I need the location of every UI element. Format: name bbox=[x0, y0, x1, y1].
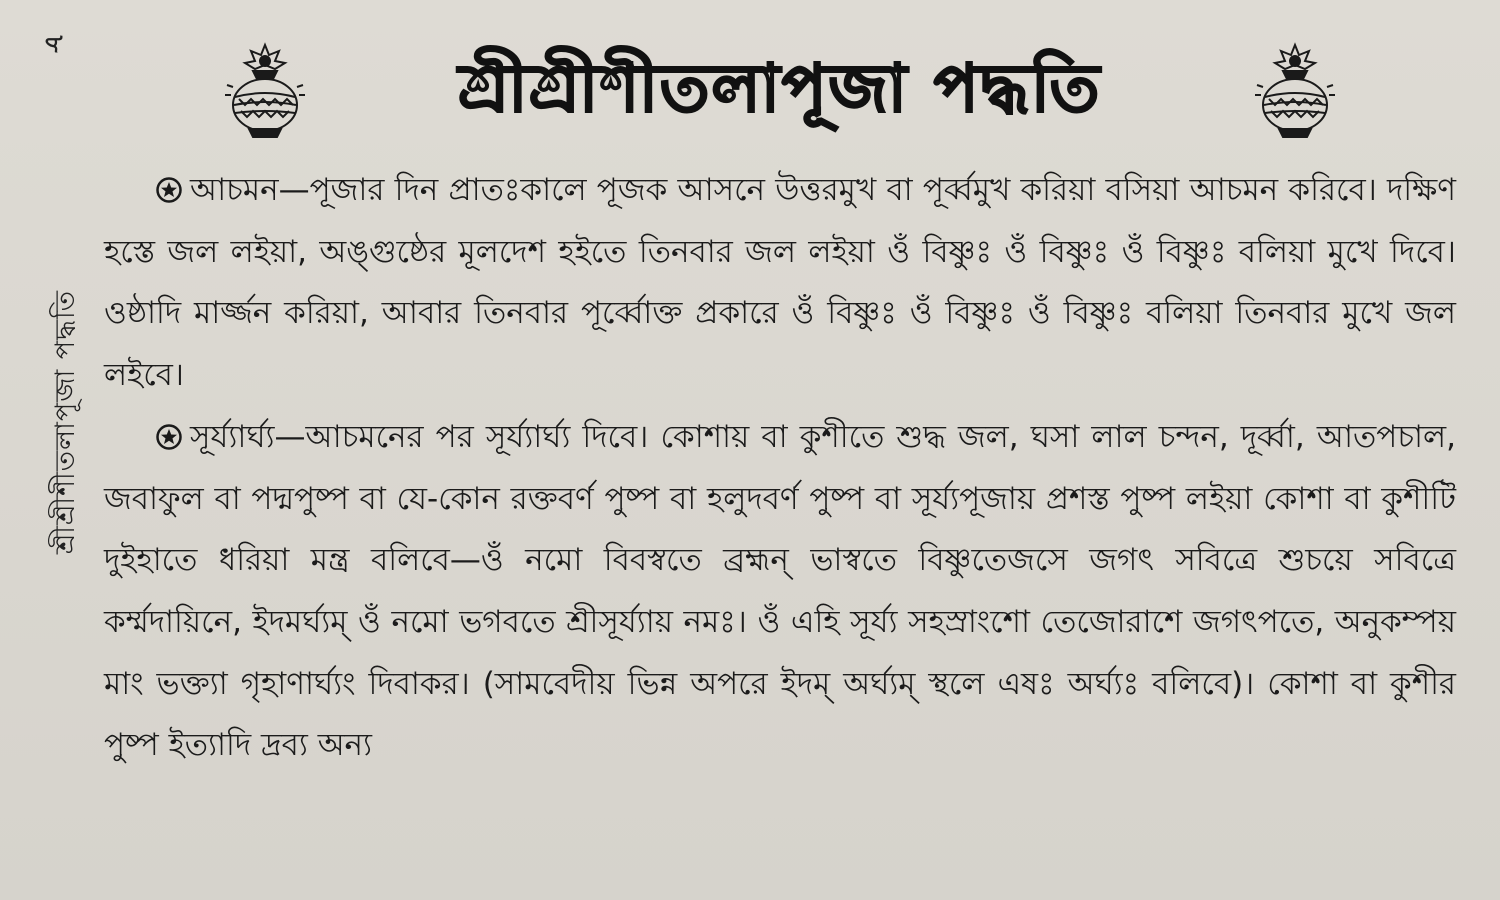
page-number: ৮ bbox=[38, 35, 69, 53]
running-head: শ্রীশ্রীশীতলাপূজা পদ্ধতি bbox=[50, 290, 81, 555]
star-bullet-icon bbox=[156, 177, 182, 203]
term-achaman: আচমন bbox=[190, 172, 279, 208]
star-bullet-icon bbox=[156, 424, 182, 450]
paragraph-achaman bbox=[104, 160, 1456, 407]
paragraph-text: —আচমনের পর সূর্য্যার্ঘ্য দিবে। কোশায় বা কুশীতে শুদ্ধ জল, ঘসা লাল চন্দন, দূর্ব্বা, আতপচাল, জবাফুল বা পদ্মপুষ্প বা যে-কোন রক্তবর্ণ পুষ্প বা হলুদবর্ণ পুষ্প বা সূর্য্যপূজায় প্রশস্ত পুষ্প লইয়া কোশা বা কুশীটি দুইহাতে ধরিয়া মন্ত্র বলিবে—ওঁ নমো বিবস্বতে ব্রহ্মন্ ভাস্বতে বিষ্ণুতেজসে জগৎ সবিত্রে শুচয়ে সবিত্রে কর্ম্মদায়িনে, ইদমর্ঘ্যম্ ওঁ নমো ভগবতে শ্রীসূর্য্যায় নমঃ। ওঁ এহি সূর্য্য সহস্রাংশো তেজোরাশে জগৎপতে, অনুকম্পয় মাং ভক্ত্যা গৃহাণার্ঘ্যং দিবাকর। (সামবেদীয় ভিন্ন অপরে ইদম্ অর্ঘ্যম্ স্থলে এষঃ অর্ঘ্যঃ বলিবে)। কোশা বা কুশীর পুষ্প ইত্যাদি দ্রব্য অন্য bbox=[104, 418, 1456, 764]
title-row bbox=[225, 38, 1335, 148]
kalash-icon bbox=[1255, 41, 1335, 145]
term-suryarghya: সূর্য্যার্ঘ্য bbox=[190, 418, 275, 455]
kalash-icon bbox=[225, 41, 305, 145]
body-text bbox=[104, 160, 1456, 777]
page-title: শ্রীশ্রীশীতলাপূজা পদ্ধতি bbox=[458, 50, 1102, 127]
paragraph-text: —পূজার দিন প্রাতঃকালে পূজক আসনে উত্তরমুখ বা পূর্ব্বমুখ করিয়া বসিয়া আচমন করিবে। দক্ষিণ হস্তে জল লইয়া, অঙ্গুষ্ঠের মূলদেশ হইতে তিনবার জল লইয়া ওঁ বিষ্ণুঃ ওঁ বিষ্ণুঃ ওঁ বিষ্ণুঃ বলিয়া মুখে দিবে। ওষ্ঠাদি মার্জ্জন করিয়া, আবার তিনবার পূর্ব্বোক্ত প্রকারে ওঁ বিষ্ণুঃ ওঁ বিষ্ণুঃ ওঁ বিষ্ণুঃ বলিয়া তিনবার মুখে জল লইবে। bbox=[104, 172, 1456, 394]
paragraph-suryarghya bbox=[104, 407, 1456, 777]
